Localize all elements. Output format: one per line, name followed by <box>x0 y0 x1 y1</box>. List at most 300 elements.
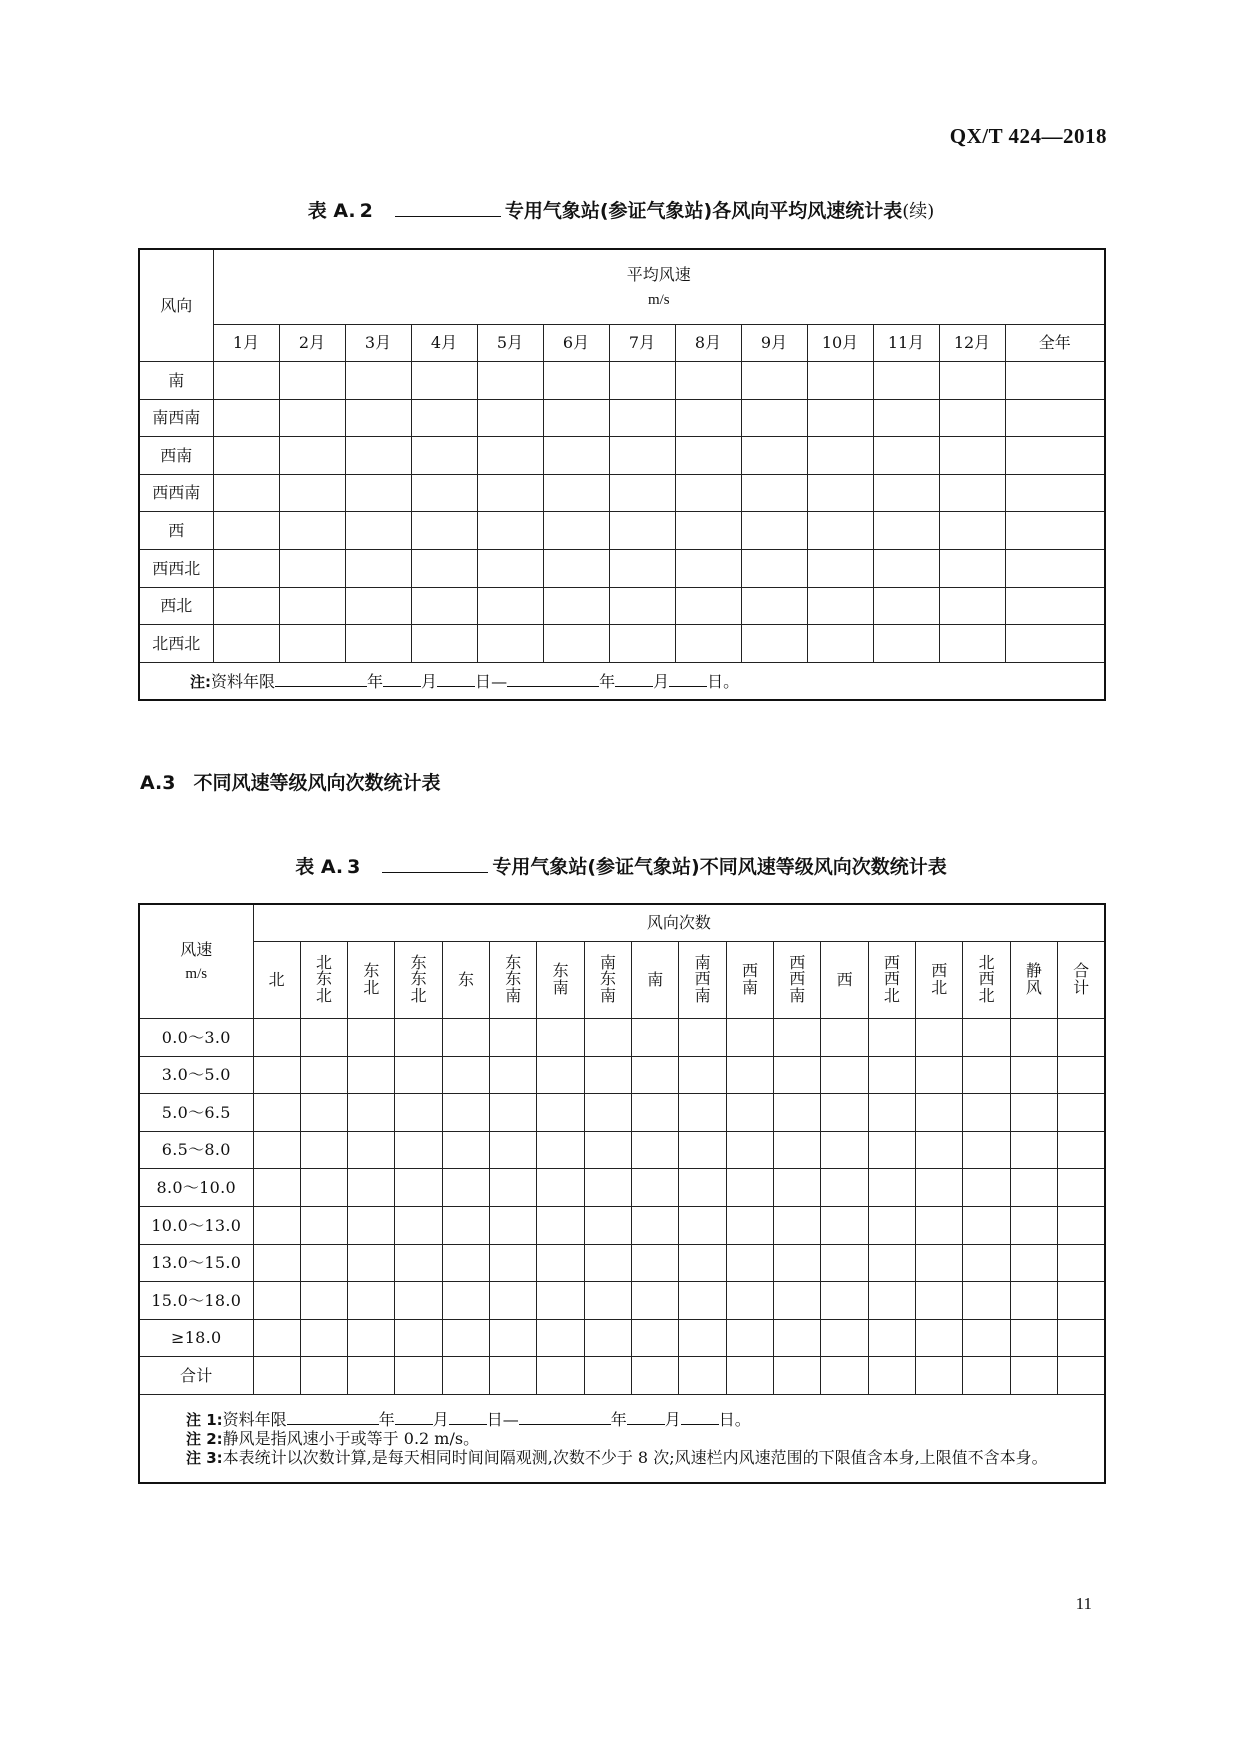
empty-cell <box>345 399 411 437</box>
empty-cell <box>821 1206 868 1244</box>
speed-range-label: 10.0～13.0 <box>139 1206 253 1244</box>
table-a3 <box>138 903 1106 1484</box>
empty-cell <box>300 1094 347 1132</box>
note-2 <box>186 1429 1090 1448</box>
empty-cell <box>253 1019 300 1057</box>
note-month-2: 月 <box>653 671 670 691</box>
empty-cell <box>348 1319 395 1357</box>
empty-cell <box>916 1094 963 1132</box>
empty-cell <box>741 549 807 587</box>
empty-cell <box>873 399 939 437</box>
table-a3-notes <box>139 1394 1105 1482</box>
station-name-blank <box>395 199 501 217</box>
empty-cell <box>477 549 543 587</box>
empty-cell <box>873 625 939 663</box>
empty-cell <box>873 587 939 625</box>
empty-cell <box>584 1019 631 1057</box>
empty-cell <box>537 1206 584 1244</box>
empty-cell <box>632 1357 679 1395</box>
empty-cell <box>1005 625 1105 663</box>
empty-cell <box>1005 512 1105 550</box>
empty-cell <box>916 1282 963 1320</box>
empty-cell <box>1010 1244 1057 1282</box>
empty-cell <box>253 1282 300 1320</box>
empty-cell <box>490 1131 537 1169</box>
empty-cell <box>348 1131 395 1169</box>
empty-cell <box>726 1319 773 1357</box>
avg-speed-unit: m/s <box>647 291 670 308</box>
blank-a3-end-month <box>627 1409 665 1425</box>
table-row <box>139 1094 1105 1132</box>
table-row <box>139 1169 1105 1207</box>
empty-cell <box>675 512 741 550</box>
empty-cell <box>1010 1094 1057 1132</box>
empty-cell <box>1010 1319 1057 1357</box>
empty-cell <box>1010 1131 1057 1169</box>
empty-cell <box>543 437 609 475</box>
empty-cell <box>726 1206 773 1244</box>
empty-cell <box>726 1131 773 1169</box>
empty-cell <box>345 362 411 400</box>
row-header-wind-speed <box>139 904 253 1019</box>
empty-cell <box>279 587 345 625</box>
empty-cell <box>963 1131 1010 1169</box>
empty-cell <box>868 1244 915 1282</box>
empty-cell <box>1058 1282 1106 1320</box>
empty-cell <box>348 1019 395 1057</box>
empty-cell <box>807 587 873 625</box>
column-header: 9月 <box>741 325 807 362</box>
empty-cell <box>1010 1206 1057 1244</box>
empty-cell <box>774 1319 821 1357</box>
empty-cell <box>345 549 411 587</box>
table-a2-caption <box>138 196 1104 223</box>
empty-cell <box>1010 1019 1057 1057</box>
empty-cell <box>1058 1131 1106 1169</box>
empty-cell <box>543 399 609 437</box>
empty-cell <box>675 437 741 475</box>
empty-cell <box>868 1019 915 1057</box>
empty-cell <box>1058 1094 1106 1132</box>
table-a2 <box>138 248 1106 701</box>
empty-cell <box>679 1206 726 1244</box>
empty-cell <box>253 1244 300 1282</box>
empty-cell <box>963 1019 1010 1057</box>
empty-cell <box>543 474 609 512</box>
empty-cell <box>253 1206 300 1244</box>
empty-cell <box>395 1357 442 1395</box>
empty-cell <box>963 1094 1010 1132</box>
empty-cell <box>345 587 411 625</box>
blank-end-year <box>507 671 599 687</box>
empty-cell <box>726 1282 773 1320</box>
empty-cell <box>213 362 279 400</box>
table-row <box>139 1131 1105 1169</box>
empty-cell <box>807 512 873 550</box>
empty-cell <box>537 1319 584 1357</box>
empty-cell <box>442 1131 489 1169</box>
table-row <box>139 362 1105 400</box>
empty-cell <box>490 1282 537 1320</box>
column-header <box>300 942 347 1019</box>
empty-cell <box>963 1319 1010 1357</box>
empty-cell <box>213 549 279 587</box>
empty-cell <box>253 1056 300 1094</box>
empty-cell <box>279 362 345 400</box>
empty-cell <box>442 1056 489 1094</box>
empty-cell <box>675 587 741 625</box>
empty-cell <box>675 625 741 663</box>
empty-cell <box>279 474 345 512</box>
empty-cell <box>253 1131 300 1169</box>
column-header: 全年 <box>1005 325 1105 362</box>
table-row <box>139 625 1105 663</box>
empty-cell <box>916 1319 963 1357</box>
empty-cell <box>395 1131 442 1169</box>
table-a3-caption <box>138 852 1104 879</box>
empty-cell <box>442 1019 489 1057</box>
column-header-label: 合计 <box>1073 961 1090 997</box>
empty-cell <box>821 1244 868 1282</box>
empty-cell <box>442 1319 489 1357</box>
column-header <box>679 942 726 1019</box>
empty-cell <box>477 399 543 437</box>
empty-cell <box>411 625 477 663</box>
empty-cell <box>807 437 873 475</box>
table-a2-note <box>139 662 1105 700</box>
empty-cell <box>1058 1319 1106 1357</box>
note-1-text: 资料年限 <box>222 1409 287 1429</box>
empty-cell <box>1058 1169 1106 1207</box>
group-header-direction-count: 风向次数 <box>253 904 1105 942</box>
column-header <box>632 942 679 1019</box>
empty-cell <box>345 474 411 512</box>
column-header-label: 西西北 <box>883 952 900 1006</box>
empty-cell <box>348 1206 395 1244</box>
empty-cell <box>873 512 939 550</box>
note-3-label: 注 3: <box>186 1449 223 1468</box>
empty-cell <box>411 362 477 400</box>
empty-cell <box>213 437 279 475</box>
empty-cell <box>543 362 609 400</box>
table-a2-continued: (续) <box>902 201 935 222</box>
empty-cell <box>477 437 543 475</box>
column-header-label: 南 <box>647 970 664 990</box>
table-a3-number: 3 <box>347 856 361 878</box>
empty-cell <box>916 1206 963 1244</box>
empty-cell <box>537 1244 584 1282</box>
column-header-label: 西北 <box>931 961 948 997</box>
table-row <box>139 1357 1105 1395</box>
empty-cell <box>584 1169 631 1207</box>
empty-cell <box>584 1319 631 1357</box>
empty-cell <box>213 399 279 437</box>
empty-cell <box>213 625 279 663</box>
empty-cell <box>348 1244 395 1282</box>
empty-cell <box>490 1244 537 1282</box>
empty-cell <box>821 1094 868 1132</box>
column-header <box>868 942 915 1019</box>
column-header-label: 东东北 <box>410 952 427 1006</box>
blank-start-day <box>437 671 475 687</box>
column-header: 6月 <box>543 325 609 362</box>
speed-range-label: 3.0～5.0 <box>139 1056 253 1094</box>
column-header <box>584 942 631 1019</box>
empty-cell <box>537 1131 584 1169</box>
note-year-2: 年 <box>599 671 616 691</box>
empty-cell <box>939 549 1005 587</box>
empty-cell <box>774 1131 821 1169</box>
note-label: 注: <box>190 672 211 691</box>
empty-cell <box>726 1094 773 1132</box>
blank-start-year <box>275 671 367 687</box>
empty-cell <box>543 512 609 550</box>
note-year: 年 <box>367 671 384 691</box>
empty-cell <box>774 1357 821 1395</box>
empty-cell <box>584 1357 631 1395</box>
empty-cell <box>1005 549 1105 587</box>
empty-cell <box>609 362 675 400</box>
note-1 <box>186 1409 1090 1429</box>
empty-cell <box>821 1357 868 1395</box>
row-label: 北西北 <box>139 625 213 663</box>
empty-cell <box>807 362 873 400</box>
empty-cell <box>584 1056 631 1094</box>
speed-range-label: 合计 <box>139 1357 253 1395</box>
empty-cell <box>726 1244 773 1282</box>
note-3-text: 本表统计以次数计算,是每天相同时间间隔观测,次数不少于 8 次;风速栏内风速范围的下限值含本身,上限值不含本身。 <box>222 1448 1048 1468</box>
empty-cell <box>939 587 1005 625</box>
empty-cell <box>300 1169 347 1207</box>
empty-cell <box>490 1206 537 1244</box>
table-row <box>139 1319 1105 1357</box>
empty-cell <box>345 625 411 663</box>
empty-cell <box>632 1244 679 1282</box>
empty-cell <box>821 1169 868 1207</box>
note-1-end: 日。 <box>718 1409 751 1429</box>
column-header <box>253 942 300 1019</box>
empty-cell <box>300 1357 347 1395</box>
empty-cell <box>632 1282 679 1320</box>
note-1-year-2: 年 <box>610 1409 627 1429</box>
blank-a3-end-year <box>519 1409 611 1425</box>
note-3 <box>186 1448 1090 1467</box>
column-header-label: 东 <box>457 970 474 990</box>
empty-cell <box>726 1169 773 1207</box>
empty-cell <box>916 1244 963 1282</box>
empty-cell <box>279 625 345 663</box>
empty-cell <box>395 1019 442 1057</box>
table-row <box>139 512 1105 550</box>
empty-cell <box>632 1169 679 1207</box>
column-header: 5月 <box>477 325 543 362</box>
empty-cell <box>741 474 807 512</box>
empty-cell <box>537 1056 584 1094</box>
column-header-label: 东北 <box>363 961 380 997</box>
blank-a3-start-day <box>449 1409 487 1425</box>
column-header-label: 西 <box>836 970 853 990</box>
empty-cell <box>873 474 939 512</box>
empty-cell <box>348 1282 395 1320</box>
empty-cell <box>348 1094 395 1132</box>
speed-range-label: ≥18.0 <box>139 1319 253 1357</box>
empty-cell <box>868 1169 915 1207</box>
empty-cell <box>916 1131 963 1169</box>
empty-cell <box>1005 474 1105 512</box>
empty-cell <box>609 474 675 512</box>
empty-cell <box>868 1319 915 1357</box>
column-header-label: 北 <box>268 970 285 990</box>
empty-cell <box>963 1357 1010 1395</box>
group-header-avg-speed <box>213 249 1105 325</box>
empty-cell <box>490 1357 537 1395</box>
empty-cell <box>411 549 477 587</box>
table-a2-label: 表 A. <box>307 200 356 222</box>
document-id: QX/T 424—2018 <box>949 124 1107 148</box>
column-header: 1月 <box>213 325 279 362</box>
speed-range-label: 5.0～6.5 <box>139 1094 253 1132</box>
empty-cell <box>1005 399 1105 437</box>
empty-cell <box>395 1244 442 1282</box>
empty-cell <box>609 437 675 475</box>
empty-cell <box>868 1206 915 1244</box>
note-day: 日 <box>475 671 492 691</box>
empty-cell <box>253 1169 300 1207</box>
empty-cell <box>490 1169 537 1207</box>
note-1-label: 注 1: <box>186 1410 223 1429</box>
note-1-year: 年 <box>378 1409 395 1429</box>
table-a3-label: 表 A. <box>295 856 344 878</box>
column-header: 3月 <box>345 325 411 362</box>
empty-cell <box>537 1282 584 1320</box>
empty-cell <box>348 1357 395 1395</box>
empty-cell <box>543 587 609 625</box>
empty-cell <box>537 1357 584 1395</box>
column-header-label: 南东南 <box>599 952 616 1006</box>
empty-cell <box>774 1056 821 1094</box>
empty-cell <box>632 1206 679 1244</box>
empty-cell <box>279 399 345 437</box>
column-header-label: 南西南 <box>694 952 711 1006</box>
empty-cell <box>1010 1282 1057 1320</box>
empty-cell <box>395 1094 442 1132</box>
row-label: 西北 <box>139 587 213 625</box>
empty-cell <box>1005 437 1105 475</box>
empty-cell <box>774 1094 821 1132</box>
station-name-blank-a3 <box>382 855 488 873</box>
speed-range-label: 15.0～18.0 <box>139 1282 253 1320</box>
empty-cell <box>774 1282 821 1320</box>
table-row <box>139 437 1105 475</box>
empty-cell <box>821 1282 868 1320</box>
empty-cell <box>679 1319 726 1357</box>
column-header: 4月 <box>411 325 477 362</box>
empty-cell <box>477 587 543 625</box>
blank-a3-end-day <box>681 1409 719 1425</box>
empty-cell <box>679 1094 726 1132</box>
empty-cell <box>632 1319 679 1357</box>
empty-cell <box>868 1282 915 1320</box>
empty-cell <box>345 512 411 550</box>
empty-cell <box>442 1357 489 1395</box>
empty-cell <box>395 1169 442 1207</box>
empty-cell <box>774 1244 821 1282</box>
wind-speed-unit: m/s <box>185 966 208 983</box>
table-row <box>139 399 1105 437</box>
column-header-label: 东南 <box>552 961 569 997</box>
table-a2-title: 专用气象站(参证气象站)各风向平均风速统计表 <box>504 200 903 222</box>
empty-cell <box>963 1244 1010 1282</box>
empty-cell <box>348 1169 395 1207</box>
empty-cell <box>916 1056 963 1094</box>
empty-cell <box>679 1131 726 1169</box>
empty-cell <box>1058 1206 1106 1244</box>
speed-range-label: 8.0～10.0 <box>139 1169 253 1207</box>
empty-cell <box>679 1056 726 1094</box>
table-row <box>139 1206 1105 1244</box>
empty-cell <box>963 1056 1010 1094</box>
table-row <box>139 474 1105 512</box>
empty-cell <box>1005 587 1105 625</box>
empty-cell <box>679 1357 726 1395</box>
empty-cell <box>584 1206 631 1244</box>
blank-end-month <box>615 671 653 687</box>
empty-cell <box>490 1094 537 1132</box>
blank-a3-start-year <box>287 1409 379 1425</box>
row-label: 西西北 <box>139 549 213 587</box>
empty-cell <box>741 362 807 400</box>
column-header-label: 静风 <box>1025 961 1042 997</box>
empty-cell <box>963 1206 1010 1244</box>
empty-cell <box>821 1019 868 1057</box>
empty-cell <box>868 1131 915 1169</box>
column-header: 10月 <box>807 325 873 362</box>
empty-cell <box>1010 1357 1057 1395</box>
empty-cell <box>679 1244 726 1282</box>
empty-cell <box>774 1206 821 1244</box>
empty-cell <box>868 1094 915 1132</box>
empty-cell <box>442 1206 489 1244</box>
note-text: 资料年限 <box>211 671 276 691</box>
empty-cell <box>726 1357 773 1395</box>
empty-cell <box>679 1282 726 1320</box>
empty-cell <box>300 1282 347 1320</box>
empty-cell <box>584 1244 631 1282</box>
speed-range-label: 0.0～3.0 <box>139 1019 253 1057</box>
empty-cell <box>442 1094 489 1132</box>
section-title: 不同风速等级风向次数统计表 <box>193 772 441 794</box>
column-header-label: 西西南 <box>789 952 806 1006</box>
empty-cell <box>477 512 543 550</box>
column-header <box>774 942 821 1019</box>
empty-cell <box>807 399 873 437</box>
table-row <box>139 1056 1105 1094</box>
table-row <box>139 587 1105 625</box>
speed-range-label: 13.0～15.0 <box>139 1244 253 1282</box>
note-1-dash: — <box>502 1409 519 1429</box>
empty-cell <box>939 625 1005 663</box>
empty-cell <box>807 474 873 512</box>
avg-speed-title: 平均风速 <box>626 265 691 285</box>
empty-cell <box>741 399 807 437</box>
empty-cell <box>537 1094 584 1132</box>
empty-cell <box>395 1056 442 1094</box>
wind-speed-title: 风速 <box>180 939 213 959</box>
page-number: 11 <box>1075 1594 1092 1613</box>
row-header-wind-direction: 风向 <box>139 249 213 362</box>
column-header <box>963 942 1010 1019</box>
column-header: 11月 <box>873 325 939 362</box>
